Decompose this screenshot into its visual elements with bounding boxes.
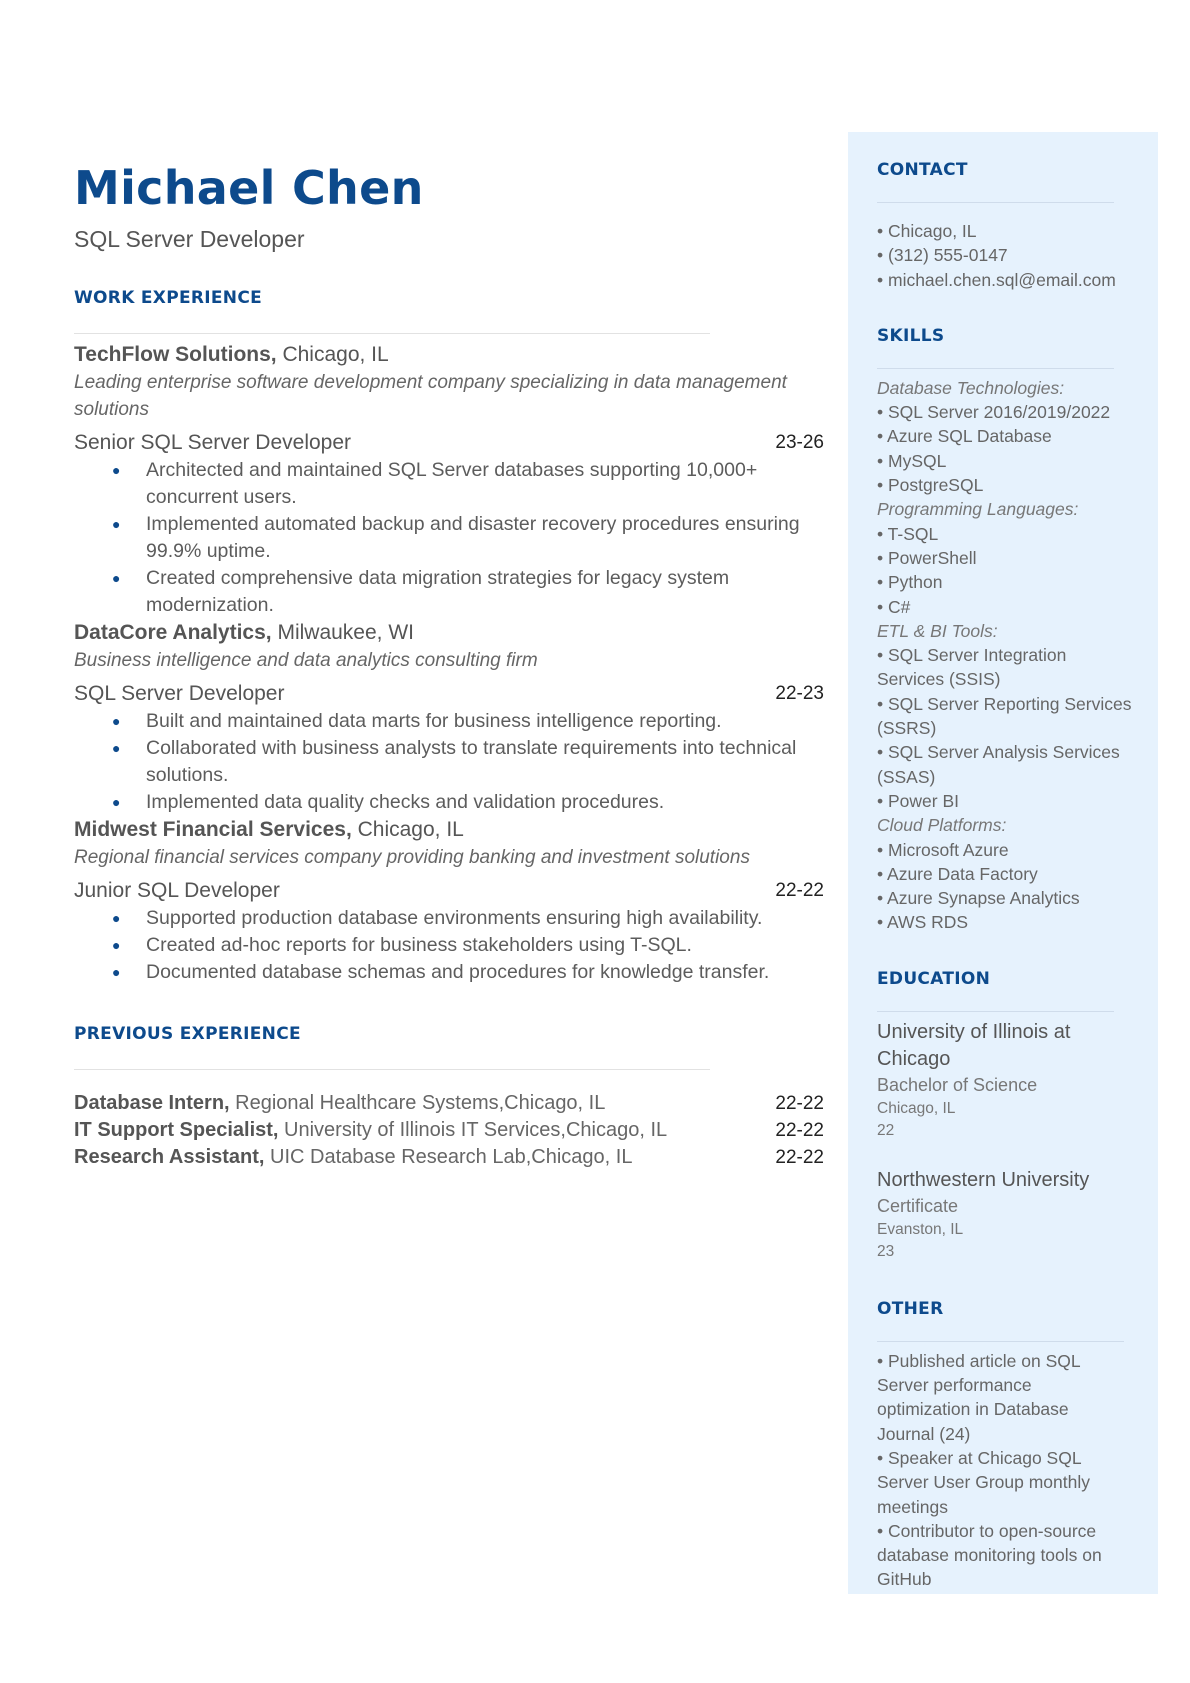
education-school: University of Illinois at Chicago [877, 1020, 1071, 1070]
skill-item: • SQL Server Integration Services (SSIS) [877, 645, 1067, 690]
company-description: Business intelligence and data analytics consulting firm [74, 650, 538, 671]
skill-item: • PowerShell [877, 547, 977, 568]
job-title: SQL Server Developer [74, 682, 285, 705]
skill-category: ETL & BI Tools: [877, 620, 998, 641]
education-entry [877, 1019, 1122, 1142]
previous-experience-list [74, 1090, 824, 1171]
section-divider [877, 1341, 1124, 1342]
contact-heading: CONTACT [877, 160, 968, 180]
education-entry [877, 1167, 1122, 1263]
skill-item: • Azure SQL Database [877, 426, 1052, 447]
previous-dates: 22-22 [775, 1147, 824, 1168]
job-dates: 22-22 [775, 880, 824, 901]
sidebar [848, 132, 1158, 1594]
skill-item: • Power BI [877, 790, 959, 811]
company-line [74, 341, 824, 369]
job-title-row [74, 680, 824, 708]
work-experience-heading: WORK EXPERIENCE [74, 288, 263, 308]
education-location: Chicago, IL [877, 1099, 956, 1117]
previous-role-row [74, 1090, 824, 1117]
work-entry [74, 619, 824, 816]
previous-org: University of Illinois IT Services,Chicago, IL [278, 1119, 668, 1141]
skill-category: Database Technologies: [877, 377, 1065, 398]
previous-role-row [74, 1117, 824, 1144]
job-bullets [112, 905, 824, 986]
job-bullets [112, 708, 824, 816]
other-item: • Speaker at Chicago SQL Server User Group monthly meetings [877, 1447, 1090, 1517]
bullet-item: ● Documented database schemas and procedures for knowledge transfer. [112, 959, 824, 986]
candidate-title: SQL Server Developer [74, 226, 305, 252]
job-title: Senior SQL Server Developer [74, 431, 352, 454]
other-list [877, 1349, 1158, 1592]
work-entry [74, 341, 824, 619]
skill-item: • SQL Server Analysis Services (SSAS) [877, 742, 1120, 787]
skill-item: • Azure Synapse Analytics [877, 888, 1080, 909]
job-title-row [74, 877, 824, 905]
skill-category: Programming Languages: [877, 499, 1079, 520]
education-heading: EDUCATION [877, 968, 991, 989]
other-item: • Published article on SQL Server performance optimization in Database Journal (24) [877, 1350, 1080, 1444]
education-degree: Bachelor of Science [877, 1074, 1038, 1095]
section-divider [74, 1069, 710, 1070]
education-location: Evanston, IL [877, 1220, 964, 1238]
skill-item: • MySQL [877, 450, 947, 471]
company-name: TechFlow Solutions, [74, 343, 277, 366]
skills-list [877, 376, 1132, 935]
contact-location: • Chicago, IL [877, 221, 977, 241]
skill-item: • AWS RDS [877, 912, 969, 933]
education-year: 23 [877, 1242, 895, 1260]
bullet-item: ● Created ad-hoc reports for business stakeholders using T-SQL. [112, 932, 824, 959]
skill-item: • PostgreSQL [877, 475, 984, 496]
previous-org: Regional Healthcare Systems,Chicago, IL [229, 1092, 606, 1114]
previous-dates: 22-22 [775, 1093, 824, 1114]
skill-category: Cloud Platforms: [877, 815, 1007, 836]
previous-experience-heading: PREVIOUS EXPERIENCE [74, 1024, 301, 1044]
section-divider [74, 333, 710, 334]
company-line [74, 619, 824, 647]
section-divider [877, 202, 1114, 203]
skill-item: • C# [877, 596, 911, 617]
company-location: Chicago, IL [351, 818, 464, 841]
bullet-item: ● Created comprehensive data migration strategies for legacy system modernization. [112, 565, 824, 619]
skill-item: • Azure Data Factory [877, 863, 1038, 884]
bullet-item: ● Implemented automated backup and disaster recovery procedures ensuring 99.9% uptime. [112, 511, 824, 565]
section-divider [877, 1011, 1114, 1012]
previous-role: Research Assistant, [74, 1146, 265, 1168]
skill-item: • SQL Server 2016/2019/2022 [877, 402, 1111, 423]
contact-email[interactable]: • michael.chen.sql@email.com [877, 269, 1116, 290]
education-school: Northwestern University [877, 1168, 1090, 1191]
skill-item: • Microsoft Azure [877, 839, 1009, 860]
skill-item: • SQL Server Reporting Services (SSRS) [877, 693, 1132, 739]
job-dates: 22-23 [775, 683, 824, 704]
previous-dates: 22-22 [775, 1120, 824, 1141]
previous-role: Database Intern, [74, 1092, 230, 1114]
candidate-name: Michael Chen [74, 161, 424, 215]
company-line [74, 816, 824, 844]
company-description: Regional financial services company providing banking and investment solutions [74, 847, 750, 868]
contact-phone: • (312) 555-0147 [877, 245, 1008, 266]
job-dates: 23-26 [775, 432, 824, 453]
company-name: Midwest Financial Services, [74, 818, 352, 841]
other-heading: OTHER [877, 1298, 944, 1319]
education-degree: Certificate [877, 1195, 959, 1216]
company-description: Leading enterprise software development company specializing in data management solutions [74, 372, 787, 420]
previous-role: IT Support Specialist, [74, 1119, 279, 1141]
work-entry [74, 816, 824, 986]
bullet-item: ● Collaborated with business analysts to translate requirements into technical solutions. [112, 735, 824, 789]
bullet-item: ● Built and maintained data marts for business intelligence reporting. [112, 708, 824, 735]
bullet-item: ● Architected and maintained SQL Server databases supporting 10,000+ concurrent users. [112, 457, 824, 511]
company-location: Milwaukee, WI [271, 621, 414, 644]
skill-item: • T-SQL [877, 523, 939, 544]
job-title: Junior SQL Developer [74, 879, 280, 902]
other-item: • Contributor to open-source database monitoring tools on GitHub [877, 1520, 1102, 1590]
bullet-item: ● Supported production database environments ensuring high availability. [112, 905, 824, 932]
bullet-item: ● Implemented data quality checks and validation procedures. [112, 789, 824, 816]
skill-item: • Python [877, 572, 943, 593]
company-name: DataCore Analytics, [74, 621, 272, 644]
skills-heading: SKILLS [877, 325, 945, 346]
education-year: 22 [877, 1121, 895, 1139]
section-divider [877, 368, 1114, 369]
previous-role-row [74, 1144, 824, 1171]
previous-org: UIC Database Research Lab,Chicago, IL [264, 1146, 633, 1168]
main-column [74, 160, 824, 1171]
company-location: Chicago, IL [276, 343, 389, 366]
job-title-row [74, 429, 824, 457]
job-bullets [112, 457, 824, 619]
contact-list [877, 219, 1158, 292]
